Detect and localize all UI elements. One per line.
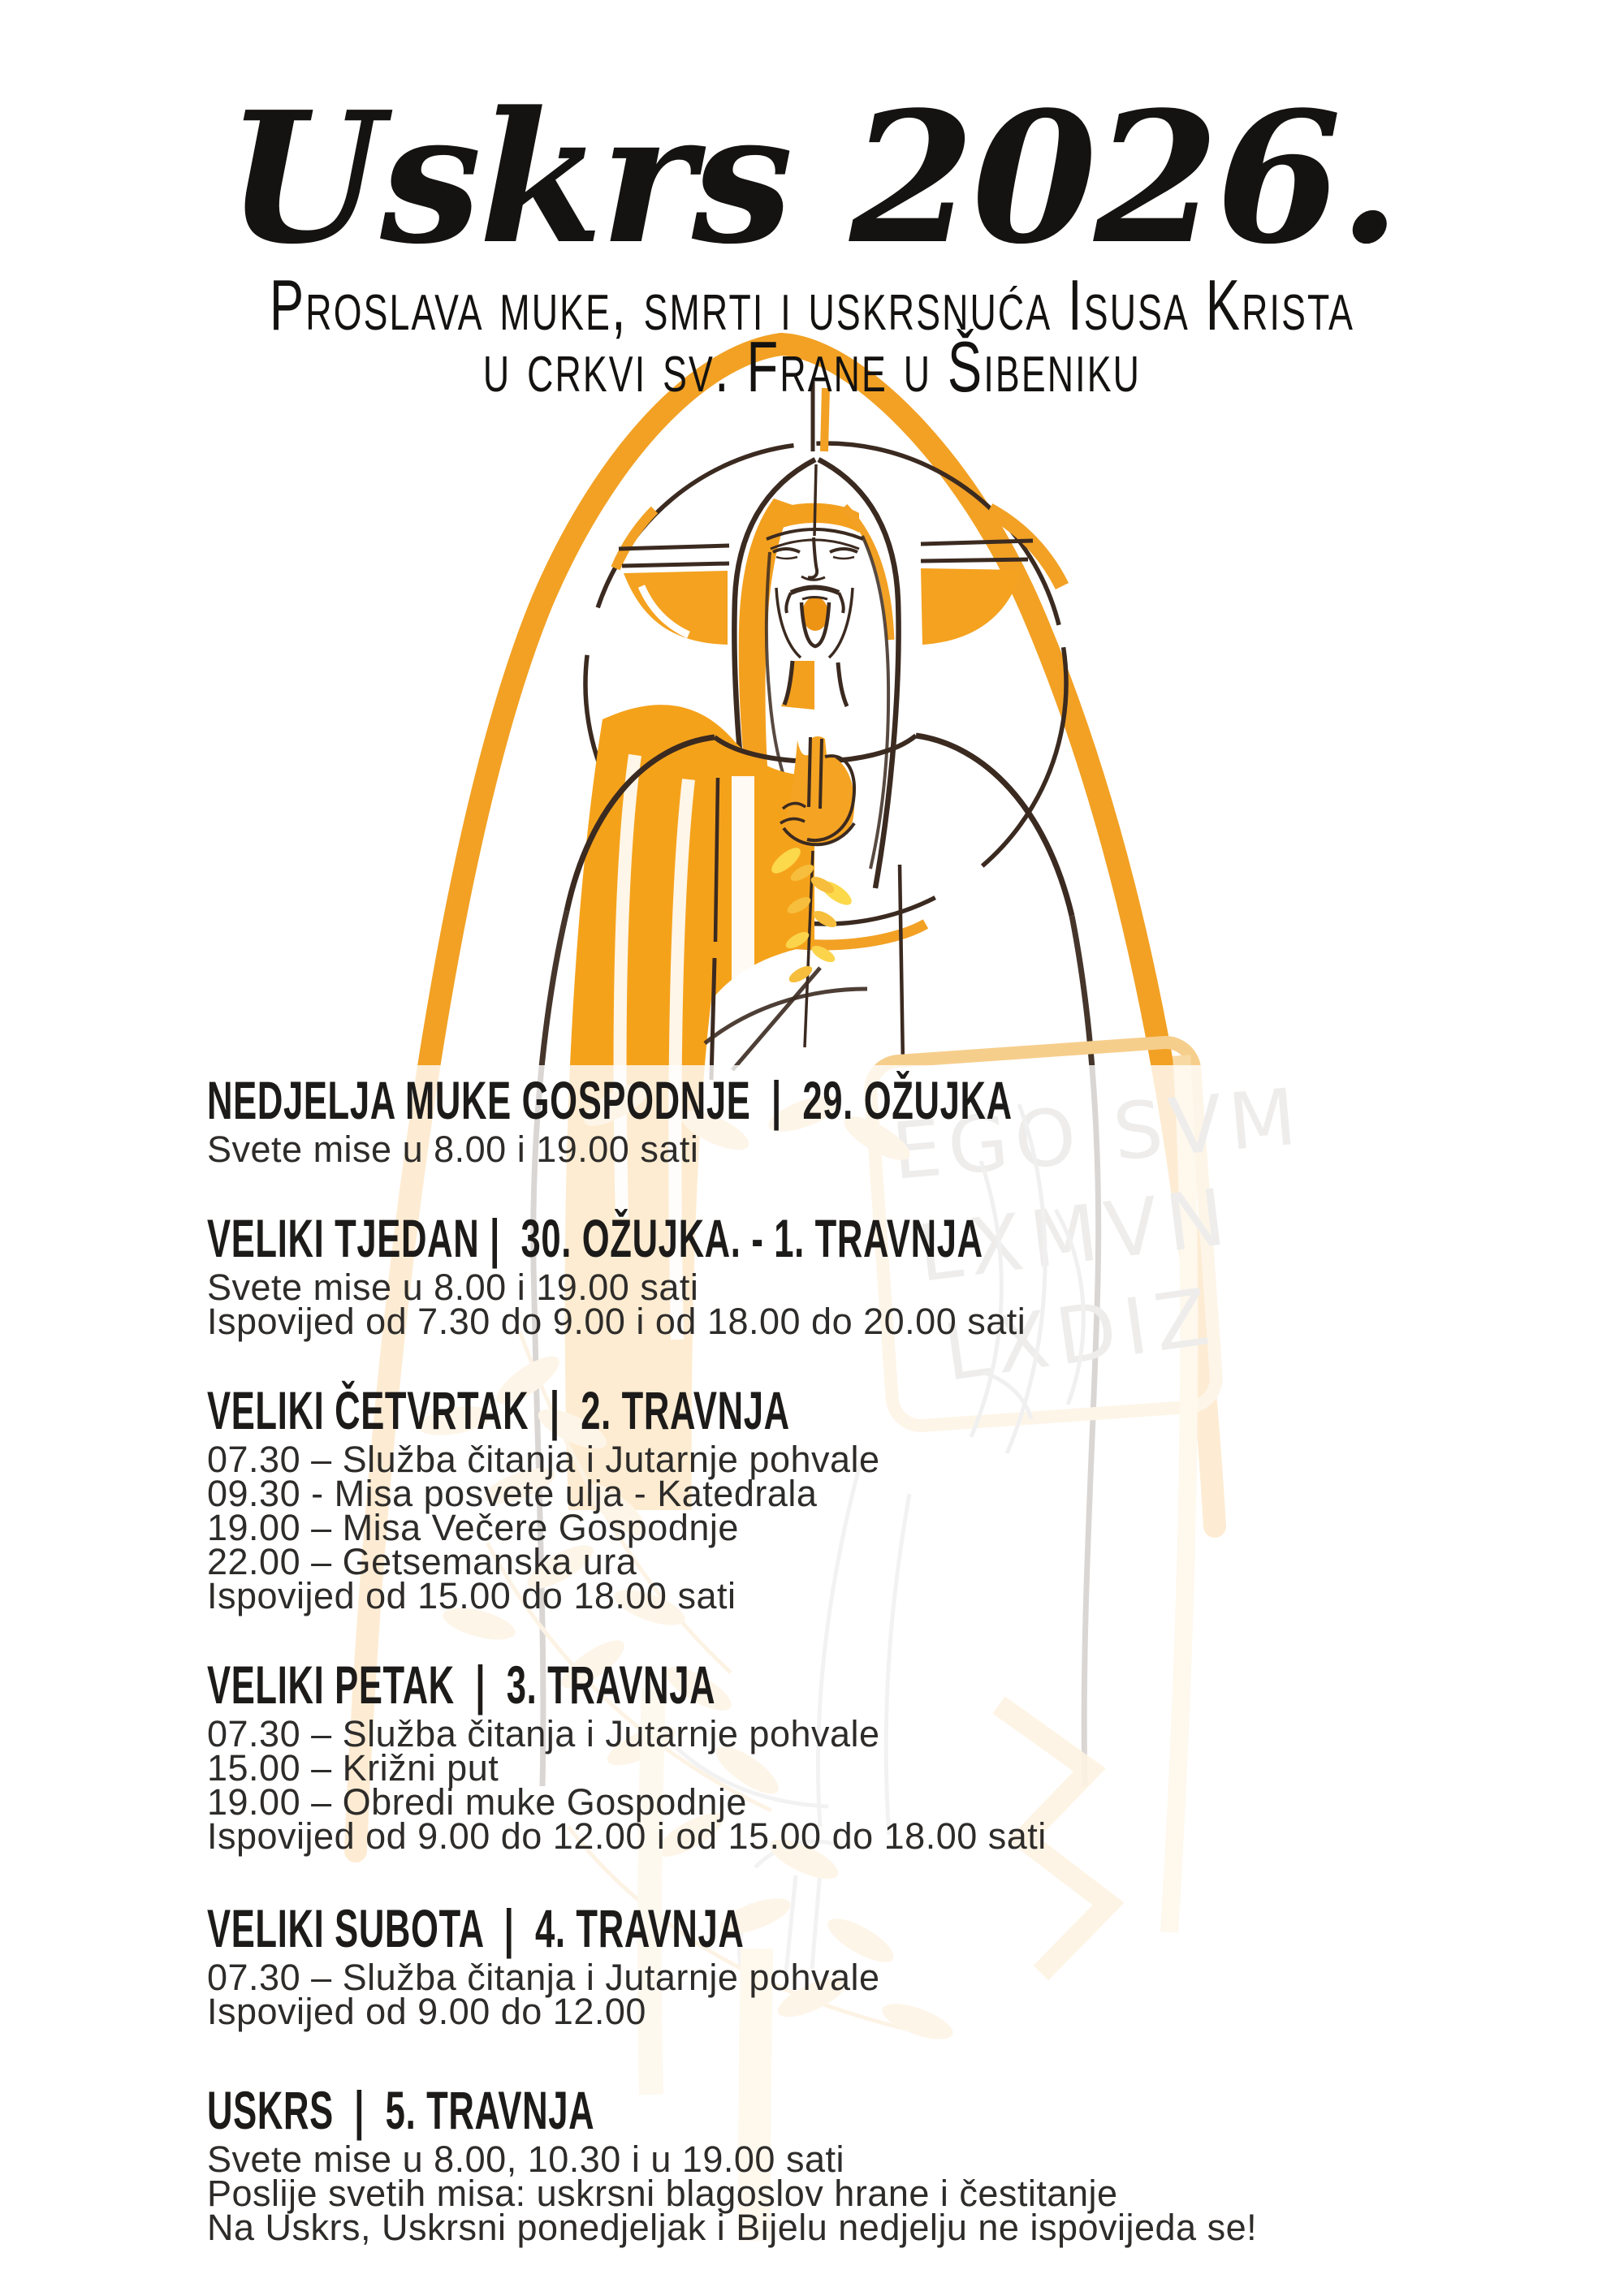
section-heading: USKRS | 5. TRAVNJA: [207, 2080, 595, 2140]
section-line: 19.00 – Misa Večere Gospodnje: [207, 1507, 739, 1548]
section-easter-sunday: [207, 2080, 1587, 2248]
section-line: 22.00 – Getsemanska ura: [207, 1541, 637, 1582]
section-line: Svete mise u 8.00 i 19.00 sati: [207, 1267, 699, 1308]
section-line: 07.30 – Služba čitanja i Jutarnje pohvale: [207, 1713, 880, 1754]
section-line: Svete mise u 8.00, 10.30 i u 19.00 sati: [207, 2138, 844, 2180]
section-line: 07.30 – Služba čitanja i Jutarnje pohvale: [207, 1439, 880, 1480]
mass-schedule: [207, 1071, 1587, 2287]
section-heading: VELIKI PETAK | 3. TRAVNJA: [207, 1655, 716, 1715]
section-heading: VELIKI SUBOTA | 4. TRAVNJA: [207, 1898, 745, 1958]
section-holy-week: [207, 1208, 1587, 1342]
section-line: 07.30 – Služba čitanja i Jutarnje pohvale: [207, 1957, 880, 1998]
section-line: 09.30 - Misa posvete ulja - Katedrala: [207, 1473, 818, 1514]
section-heading: VELIKI ČETVRTAK | 2. TRAVNJA: [207, 1380, 790, 1440]
section-palm-sunday: [207, 1070, 1587, 1170]
section-line: Ispovijed od 9.00 do 12.00: [207, 1991, 646, 2032]
section-line: 15.00 – Križni put: [207, 1747, 499, 1789]
section-holy-thursday: [207, 1380, 1587, 1616]
section-line: Ispovijed od 7.30 do 9.00 i od 18.00 do 20.00 sati: [207, 1301, 1026, 1342]
section-line: Ispovijed od 9.00 do 12.00 i od 15.00 do 18.00 sati: [207, 1815, 1047, 1857]
section-line: Svete mise u 8.00 i 19.00 sati: [207, 1129, 699, 1170]
poster-title: Uskrs 2026.: [226, 73, 1398, 284]
section-heading: NEDJELJA MUKE GOSPODNJE | 29. OŽUJKA: [207, 1070, 1013, 1130]
section-line: 19.00 – Obredi muke Gospodnje: [207, 1781, 747, 1823]
section-holy-saturday: [207, 1898, 1587, 2032]
subtitle-line-2: u crkvi sv. Frane u Šibeniku: [482, 326, 1142, 407]
section-line: Poslije svetih misa: uskrsni blagoslov hrane i čestitanje: [207, 2173, 1118, 2214]
section-good-friday: [207, 1655, 1587, 1857]
section-heading: VELIKI TJEDAN | 30. OŽUJKA. - 1. TRAVNJA: [207, 1208, 983, 1268]
poster-subtitle: [0, 265, 1624, 407]
subtitle-line-1: Proslava muke, smrti i uskrsnuća Isusa Krista: [269, 265, 1355, 345]
section-line: Na Uskrs, Uskrsni ponedjeljak i Bijelu nedjelju ne ispovijeda se!: [207, 2207, 1258, 2248]
section-line: Ispovijed od 15.00 do 18.00 sati: [207, 1575, 736, 1616]
